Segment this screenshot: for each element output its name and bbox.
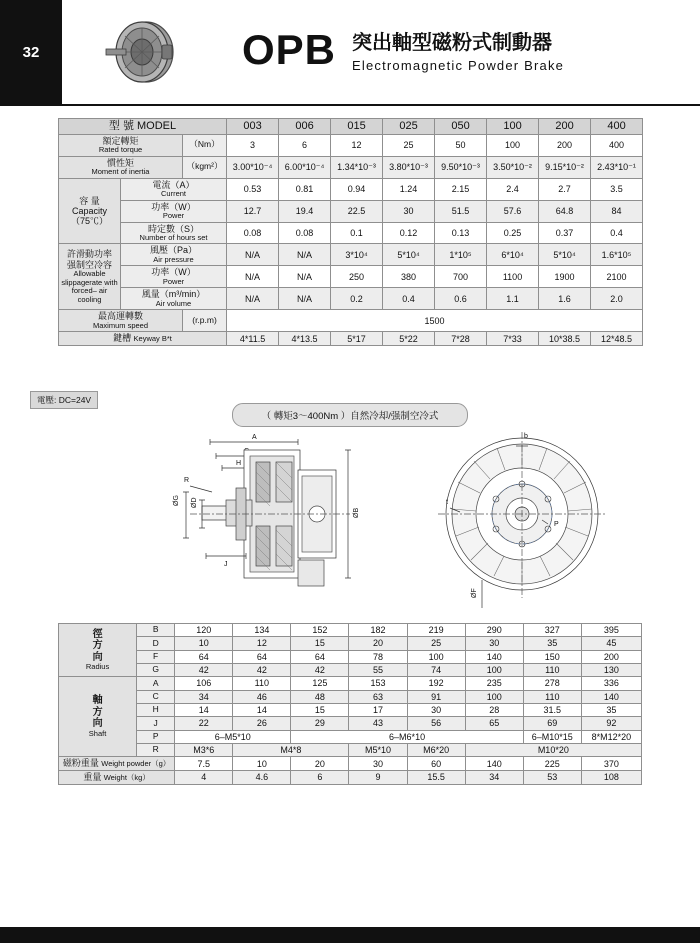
group-cn3: （75℃） bbox=[70, 216, 108, 227]
unit-max-speed: (r.p.m) bbox=[183, 310, 227, 332]
cell: N/A bbox=[279, 266, 331, 288]
row-label-power-slippage bbox=[121, 266, 227, 288]
model-col-100: 100 bbox=[487, 119, 539, 135]
cell: 5*10⁴ bbox=[539, 244, 591, 266]
cell: 6–M10*15 bbox=[523, 730, 581, 743]
cell: 14 bbox=[175, 704, 233, 717]
label-cn: 額定轉矩 bbox=[102, 135, 139, 146]
cell: 20 bbox=[349, 637, 407, 650]
cell: 64 bbox=[233, 650, 291, 663]
cell: 25 bbox=[407, 637, 465, 650]
cell: 0.12 bbox=[383, 222, 435, 244]
label-en: Weight powder（g） bbox=[101, 759, 171, 769]
cell: 327 bbox=[523, 624, 581, 637]
table-row bbox=[59, 222, 643, 244]
cell: M3*6 bbox=[175, 744, 233, 757]
table-row bbox=[59, 178, 643, 200]
table-row bbox=[59, 757, 642, 771]
label-en: Current bbox=[161, 188, 187, 198]
group-en: Allowable slippagerate with forced– air cooling bbox=[61, 269, 118, 304]
label-en: Moment of inertia bbox=[91, 166, 150, 176]
cell: 225 bbox=[523, 757, 581, 771]
cell: 1.6 bbox=[539, 288, 591, 310]
cell: 17 bbox=[349, 704, 407, 717]
cell: 4*13.5 bbox=[279, 332, 331, 346]
cell: 336 bbox=[581, 677, 641, 690]
cell: 2.4 bbox=[487, 178, 539, 200]
technical-drawing bbox=[30, 430, 670, 620]
label-cn: 重量 bbox=[83, 772, 102, 783]
cell: 28 bbox=[465, 704, 523, 717]
group-cn: 許滑動功率 bbox=[66, 249, 112, 260]
cell: 10 bbox=[175, 637, 233, 650]
cell: 15.5 bbox=[407, 771, 465, 785]
cell: 31.5 bbox=[523, 704, 581, 717]
cell: 4 bbox=[175, 771, 233, 785]
cell: 0.4 bbox=[591, 222, 643, 244]
table-row bbox=[59, 134, 643, 156]
cell: 6 bbox=[291, 771, 349, 785]
svg-text:ØB: ØB bbox=[353, 507, 360, 518]
cell: 1.1 bbox=[487, 288, 539, 310]
cell: 30 bbox=[465, 637, 523, 650]
table-row bbox=[59, 637, 642, 650]
cell: 46 bbox=[233, 690, 291, 703]
group-cn2: 方 bbox=[92, 706, 103, 718]
cell: 64 bbox=[175, 650, 233, 663]
symbol-F: F bbox=[137, 650, 175, 663]
dimension-table bbox=[58, 623, 642, 785]
cell: 78 bbox=[349, 650, 407, 663]
label-en: Power bbox=[162, 210, 185, 220]
cell: 3.80*10⁻³ bbox=[383, 156, 435, 178]
label-en: Power bbox=[162, 276, 185, 286]
unit-moment-inertia: （kgm²） bbox=[183, 156, 227, 178]
table-row bbox=[59, 310, 643, 332]
group-cn2: 方 bbox=[92, 640, 103, 652]
cell: 22.5 bbox=[331, 200, 383, 222]
group-label-radius bbox=[59, 624, 137, 677]
table-row bbox=[59, 244, 643, 266]
group-cn2: 强制空冷容 bbox=[66, 259, 112, 270]
cell: 110 bbox=[523, 690, 581, 703]
group-cn2: Capacity bbox=[71, 205, 107, 216]
cell: 57.6 bbox=[487, 200, 539, 222]
table-row bbox=[59, 288, 643, 310]
cell: 5*17 bbox=[331, 332, 383, 346]
cell: 5*22 bbox=[383, 332, 435, 346]
cell: 219 bbox=[407, 624, 465, 637]
cell: 14 bbox=[233, 704, 291, 717]
cell: 74 bbox=[407, 664, 465, 677]
cell: 35 bbox=[581, 704, 641, 717]
cell: 12.7 bbox=[227, 200, 279, 222]
group-en: Shaft bbox=[88, 728, 107, 738]
cell: M6*20 bbox=[407, 744, 465, 757]
row-label-max-speed bbox=[59, 310, 183, 332]
row-label-air-pressure bbox=[121, 244, 227, 266]
cell: 108 bbox=[581, 771, 641, 785]
cell: 12 bbox=[233, 637, 291, 650]
cell: 7*28 bbox=[435, 332, 487, 346]
cell: 12*48.5 bbox=[591, 332, 643, 346]
cell: 84 bbox=[591, 200, 643, 222]
cell: 150 bbox=[523, 650, 581, 663]
cell: 42 bbox=[291, 664, 349, 677]
label-en: Rated torque bbox=[98, 144, 143, 154]
symbol-A: A bbox=[137, 677, 175, 690]
cell: 0.08 bbox=[279, 222, 331, 244]
group-cn: 容 量 bbox=[79, 195, 100, 206]
cell: 6*10⁴ bbox=[487, 244, 539, 266]
spec-table bbox=[58, 118, 643, 346]
row-label-powder-weight bbox=[59, 757, 175, 771]
cell: 200 bbox=[581, 650, 641, 663]
cell: 182 bbox=[349, 624, 407, 637]
cell: 63 bbox=[349, 690, 407, 703]
cell: 15 bbox=[291, 637, 349, 650]
spec-table-header-row bbox=[59, 119, 643, 135]
cell: 3 bbox=[227, 134, 279, 156]
table-row bbox=[59, 744, 642, 757]
table-row bbox=[59, 156, 643, 178]
cell: 1.6*10⁵ bbox=[591, 244, 643, 266]
cell: 35 bbox=[523, 637, 581, 650]
svg-text:ØF: ØF bbox=[471, 588, 478, 598]
svg-text:ØG: ØG bbox=[173, 495, 180, 506]
cell: 106 bbox=[175, 677, 233, 690]
cell: 152 bbox=[291, 624, 349, 637]
cell: 110 bbox=[233, 677, 291, 690]
cell: 1.24 bbox=[383, 178, 435, 200]
cell: 26 bbox=[233, 717, 291, 730]
label-en: Keyway B*t bbox=[133, 334, 172, 344]
label-cn: 慣性矩 bbox=[106, 157, 134, 168]
cell: N/A bbox=[227, 244, 279, 266]
symbol-R: R bbox=[137, 744, 175, 757]
cell: 1900 bbox=[539, 266, 591, 288]
svg-text:J: J bbox=[224, 561, 228, 568]
cell: 30 bbox=[407, 704, 465, 717]
model-label-cn: 型 號 bbox=[108, 120, 134, 132]
cell: 53 bbox=[523, 771, 581, 785]
cell: 0.53 bbox=[227, 178, 279, 200]
group-cn: 軸 bbox=[92, 695, 103, 707]
label-cn: 鍵槽 bbox=[113, 333, 132, 344]
unit-rated-torque: （Nm） bbox=[183, 134, 227, 156]
symbol-J: J bbox=[137, 717, 175, 730]
cell: M5*10 bbox=[349, 744, 407, 757]
cell: 6–M5*10 bbox=[175, 730, 291, 743]
svg-text:A: A bbox=[252, 434, 257, 441]
cell: 2.15 bbox=[435, 178, 487, 200]
symbol-C: C bbox=[137, 690, 175, 703]
page-header bbox=[0, 0, 700, 104]
table-row bbox=[59, 717, 642, 730]
cell: 700 bbox=[435, 266, 487, 288]
cell: 0.08 bbox=[227, 222, 279, 244]
cell: 100 bbox=[407, 650, 465, 663]
cell: 380 bbox=[383, 266, 435, 288]
row-label-air-volume bbox=[121, 288, 227, 310]
cell: 43 bbox=[349, 717, 407, 730]
cell: 92 bbox=[581, 717, 641, 730]
row-label-moment-inertia bbox=[59, 156, 183, 178]
cell: 45 bbox=[581, 637, 641, 650]
cell: 3*10⁴ bbox=[331, 244, 383, 266]
cell: 34 bbox=[175, 690, 233, 703]
svg-text:P: P bbox=[554, 521, 559, 528]
cell: 370 bbox=[581, 757, 641, 771]
row-label-current bbox=[121, 178, 227, 200]
cell: 7*33 bbox=[487, 332, 539, 346]
group-label-allowable-slippage bbox=[59, 244, 121, 310]
cell: 4*11.5 bbox=[227, 332, 279, 346]
cell: 7.5 bbox=[175, 757, 233, 771]
row-label-keyway bbox=[59, 332, 227, 346]
model-col-050: 050 bbox=[435, 119, 487, 135]
cell: 235 bbox=[465, 677, 523, 690]
cell: 0.37 bbox=[539, 222, 591, 244]
symbol-H: H bbox=[137, 704, 175, 717]
cell: 1100 bbox=[487, 266, 539, 288]
cell: 25 bbox=[383, 134, 435, 156]
cell: 100 bbox=[465, 690, 523, 703]
table-row bbox=[59, 704, 642, 717]
cell: 140 bbox=[465, 650, 523, 663]
cell: 8*M12*20 bbox=[581, 730, 641, 743]
cell: N/A bbox=[227, 288, 279, 310]
group-cn3: 向 bbox=[92, 651, 103, 663]
cell: 0.94 bbox=[331, 178, 383, 200]
model-label-en: MODEL bbox=[137, 120, 177, 132]
cell: 4.6 bbox=[233, 771, 291, 785]
cell: 1*10⁵ bbox=[435, 244, 487, 266]
cell: 250 bbox=[331, 266, 383, 288]
cell: 120 bbox=[175, 624, 233, 637]
cell: 30 bbox=[383, 200, 435, 222]
cell: 6.00*10⁻⁴ bbox=[279, 156, 331, 178]
cell: 20 bbox=[291, 757, 349, 771]
cell: 290 bbox=[465, 624, 523, 637]
table-row bbox=[59, 650, 642, 663]
cell: 55 bbox=[349, 664, 407, 677]
svg-text:R: R bbox=[184, 477, 190, 484]
cell: 12 bbox=[331, 134, 383, 156]
cell: 5*10⁴ bbox=[383, 244, 435, 266]
label-cn: 功率（W） bbox=[151, 201, 196, 212]
model-col-025: 025 bbox=[383, 119, 435, 135]
cell: 130 bbox=[581, 664, 641, 677]
label-cn: 時定數（S） bbox=[148, 223, 200, 234]
cell: 100 bbox=[465, 664, 523, 677]
cell: 69 bbox=[523, 717, 581, 730]
table-row bbox=[59, 200, 643, 222]
cell: M4*8 bbox=[233, 744, 349, 757]
cell: 65 bbox=[465, 717, 523, 730]
drawing-svg bbox=[30, 430, 670, 620]
table-row bbox=[59, 624, 642, 637]
model-col-200: 200 bbox=[539, 119, 591, 135]
model-col-015: 015 bbox=[331, 119, 383, 135]
page-number: 32 bbox=[0, 0, 62, 104]
label-en: Number of hours set bbox=[139, 232, 208, 242]
cell: 50 bbox=[435, 134, 487, 156]
cell: 42 bbox=[233, 664, 291, 677]
cell: 125 bbox=[291, 677, 349, 690]
cell: 400 bbox=[591, 134, 643, 156]
cell: 140 bbox=[465, 757, 523, 771]
spec-table-container bbox=[58, 118, 642, 346]
svg-text:b: b bbox=[524, 433, 528, 440]
cell: 110 bbox=[523, 664, 581, 677]
dimension-table-container bbox=[58, 623, 642, 785]
cell: 153 bbox=[349, 677, 407, 690]
cell: 192 bbox=[407, 677, 465, 690]
cell: 19.4 bbox=[279, 200, 331, 222]
cell: 6–M6*10 bbox=[291, 730, 523, 743]
label-cn: 磁粉重量 bbox=[62, 758, 99, 769]
cell: 64 bbox=[291, 650, 349, 663]
cell: 9.50*10⁻³ bbox=[435, 156, 487, 178]
table-row bbox=[59, 266, 643, 288]
table-row bbox=[59, 730, 642, 743]
product-title-cn: 突出軸型磁粉式制動器 bbox=[352, 32, 552, 54]
cell: 200 bbox=[539, 134, 591, 156]
label-cn: 功率（W） bbox=[151, 267, 196, 278]
footer-bar bbox=[0, 927, 700, 943]
row-label-power-capacity bbox=[121, 200, 227, 222]
table-row bbox=[59, 690, 642, 703]
svg-text:t: t bbox=[446, 499, 448, 506]
symbol-P: P bbox=[137, 730, 175, 743]
cell: 3.00*10⁻⁴ bbox=[227, 156, 279, 178]
cell: 0.2 bbox=[331, 288, 383, 310]
label-cn: 最高運轉數 bbox=[97, 311, 143, 322]
cell: 10 bbox=[233, 757, 291, 771]
cell: 0.1 bbox=[331, 222, 383, 244]
cell: 278 bbox=[523, 677, 581, 690]
cell: 134 bbox=[233, 624, 291, 637]
cell: 64.8 bbox=[539, 200, 591, 222]
cell: 60 bbox=[407, 757, 465, 771]
symbol-D: D bbox=[137, 637, 175, 650]
cell: 3.5 bbox=[591, 178, 643, 200]
cell: 42 bbox=[175, 664, 233, 677]
label-en: Air pressure bbox=[153, 254, 194, 264]
group-en: Radius bbox=[85, 662, 110, 672]
product-title-en: Electromagnetic Powder Brake bbox=[352, 58, 565, 73]
cell: 6 bbox=[279, 134, 331, 156]
cell: 2100 bbox=[591, 266, 643, 288]
cell: 15 bbox=[291, 704, 349, 717]
table-row bbox=[59, 664, 642, 677]
cell: 0.4 bbox=[383, 288, 435, 310]
svg-text:ØD: ØD bbox=[191, 497, 198, 508]
cell: 2.43*10⁻¹ bbox=[591, 156, 643, 178]
cell: 100 bbox=[487, 134, 539, 156]
symbol-G: G bbox=[137, 664, 175, 677]
cell: 10*38.5 bbox=[539, 332, 591, 346]
cell: 30 bbox=[349, 757, 407, 771]
cell: 34 bbox=[465, 771, 523, 785]
cell: 0.25 bbox=[487, 222, 539, 244]
cell: M10*20 bbox=[465, 744, 641, 757]
group-label-shaft bbox=[59, 677, 137, 757]
row-label-rated-torque bbox=[59, 134, 183, 156]
model-col-006: 006 bbox=[279, 119, 331, 135]
cell: 9 bbox=[349, 771, 407, 785]
symbol-B: B bbox=[137, 624, 175, 637]
model-col-400: 400 bbox=[591, 119, 643, 135]
cell: 395 bbox=[581, 624, 641, 637]
cell: 0.13 bbox=[435, 222, 487, 244]
cell: N/A bbox=[279, 288, 331, 310]
cell: 1.34*10⁻³ bbox=[331, 156, 383, 178]
cell: 22 bbox=[175, 717, 233, 730]
cell: 2.7 bbox=[539, 178, 591, 200]
cell: N/A bbox=[227, 266, 279, 288]
cell: 29 bbox=[291, 717, 349, 730]
cell: 3.50*10⁻² bbox=[487, 156, 539, 178]
cell: N/A bbox=[279, 244, 331, 266]
svg-text:H: H bbox=[236, 460, 242, 467]
cell: 9.15*10⁻² bbox=[539, 156, 591, 178]
cell-max-speed: 1500 bbox=[227, 310, 643, 332]
table-row bbox=[59, 332, 643, 346]
powder-brake-product-photo bbox=[100, 14, 178, 90]
row-label-time-constant bbox=[121, 222, 227, 244]
label-cn: 風壓（Pa） bbox=[150, 245, 198, 256]
voltage-tag: 電壓: DC=24V bbox=[30, 391, 98, 409]
model-col-003: 003 bbox=[227, 119, 279, 135]
cooling-type-tag: （ 轉矩3～400Nm ）自然冷却/强制空冷式 bbox=[232, 403, 468, 427]
group-cn: 徑 bbox=[92, 628, 103, 640]
cell: 2.0 bbox=[591, 288, 643, 310]
cell: 0.6 bbox=[435, 288, 487, 310]
table-row bbox=[59, 771, 642, 785]
group-label-capacity bbox=[59, 178, 121, 244]
table-row bbox=[59, 677, 642, 690]
label-cn: 電流（A） bbox=[152, 179, 195, 190]
cell: 51.5 bbox=[435, 200, 487, 222]
cell: 56 bbox=[407, 717, 465, 730]
product-code-title: OPB bbox=[242, 26, 337, 73]
cell: 91 bbox=[407, 690, 465, 703]
group-cn3: 向 bbox=[92, 718, 103, 730]
label-en: Air volume bbox=[155, 298, 192, 308]
label-cn: 風量（m³/min） bbox=[141, 289, 206, 300]
row-label-weight bbox=[59, 771, 175, 785]
cell: 140 bbox=[581, 690, 641, 703]
cell: 0.81 bbox=[279, 178, 331, 200]
label-en: Maximum speed bbox=[92, 320, 149, 330]
model-label bbox=[59, 119, 227, 135]
label-en: Weight（kg） bbox=[103, 773, 150, 783]
header-divider bbox=[0, 104, 700, 106]
cell: 48 bbox=[291, 690, 349, 703]
